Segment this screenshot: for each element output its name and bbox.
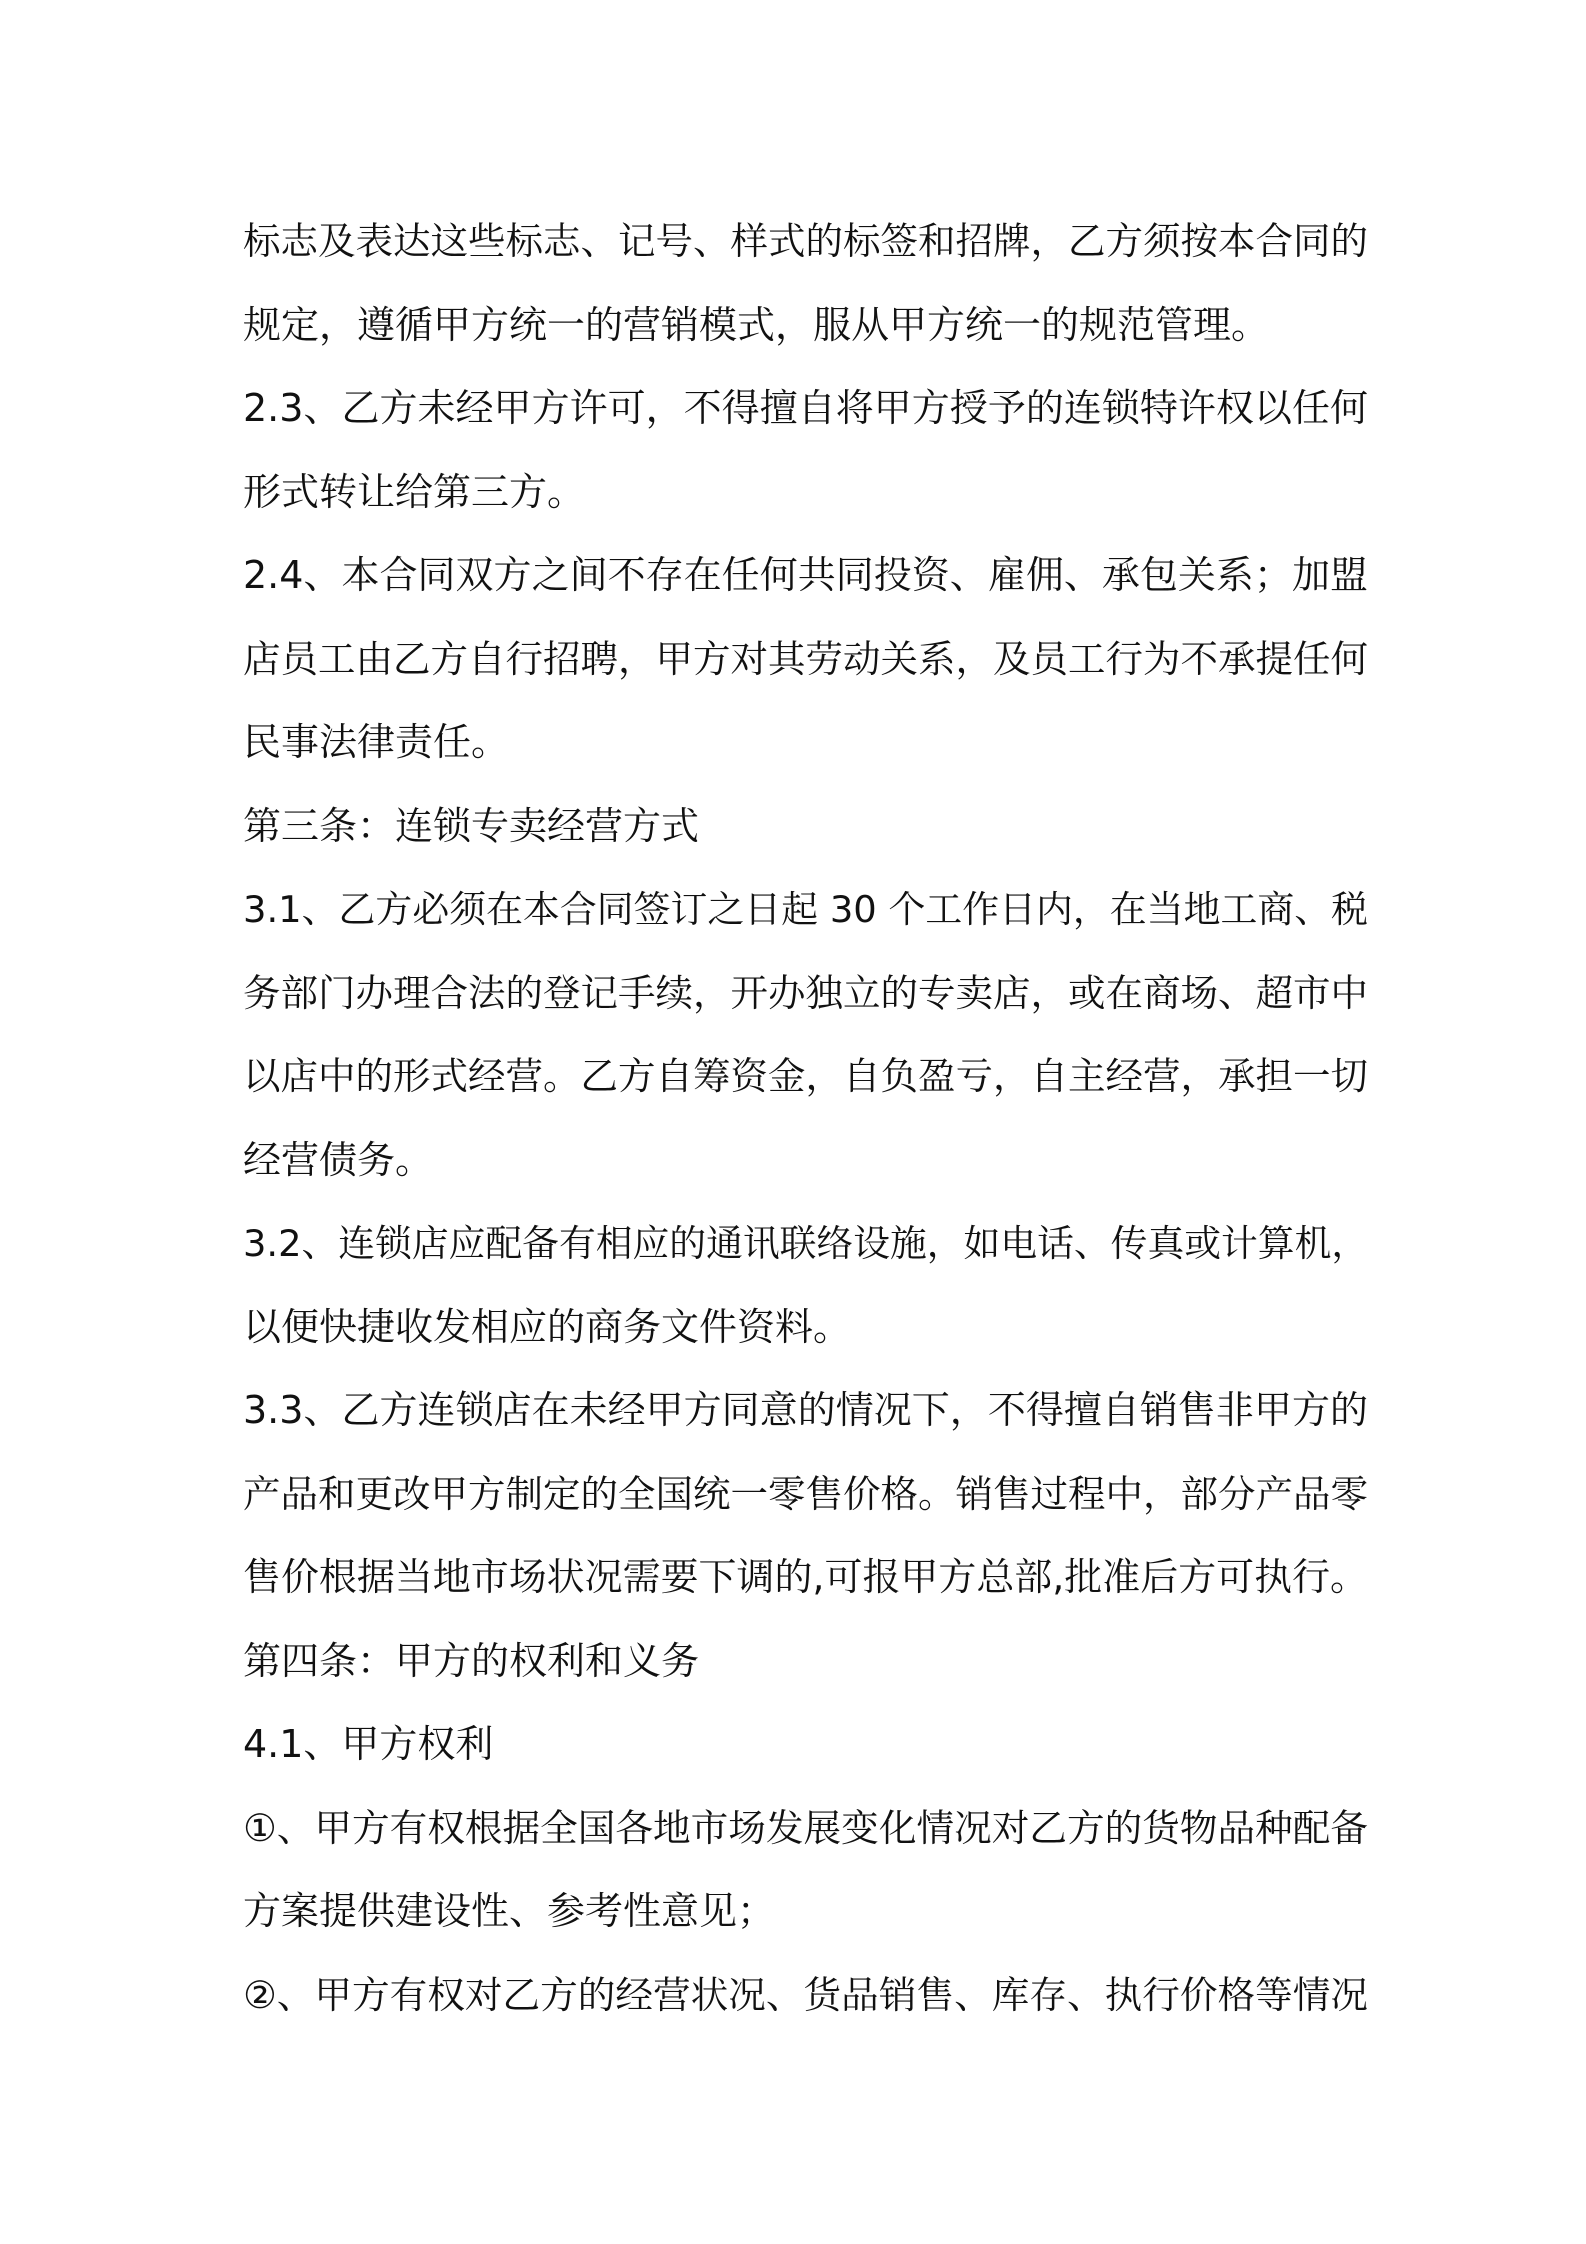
subsection-heading: 4.1、甲方权利 (243, 1722, 494, 1766)
section-heading: 第三条：连锁专卖经营方式 (243, 803, 700, 848)
text-line: 3.1、乙方必须在本合同签订之日起 30 个工作日内，在当地工商、税 (243, 888, 1368, 931)
text-line: 以便快捷收发相应的商务文件资料。 (243, 1304, 852, 1349)
text-line: 3.2、连锁店应配备有相应的通讯联络设施，如电话、传真或计算机， (243, 1222, 1369, 1265)
text-line: 民事法律责任。 (243, 720, 510, 764)
text-line: 以店中的形式经营。乙方自筹资金，自负盈亏，自主经营，承担一切 (243, 1054, 1368, 1098)
text-line: ①、甲方有权根据全国各地市场发展变化情况对乙方的货物品种配备 (243, 1805, 1368, 1850)
contract-text (243, 200, 1368, 2037)
text-line: 形式转让给第三方。 (243, 469, 586, 514)
text-line: 规定，遵循甲方统一的营销模式，服从甲方统一的规范管理。 (243, 302, 1270, 347)
text-line: 务部门办理合法的登记手续，开办独立的专卖店，或在商场、超市中 (243, 970, 1368, 1015)
text-line: 产品和更改甲方制定的全国统一零售价格。销售过程中，部分产品零 (243, 1471, 1368, 1516)
text-line: 方案提供建设性、参考性意见； (243, 1889, 776, 1933)
text-line: 店员工由乙方自行招聘，甲方对其劳动关系，及员工行为不承提任何 (243, 636, 1368, 681)
section-heading: 第四条：甲方的权利和义务 (243, 1638, 700, 1683)
text-line: ②、甲方有权对乙方的经营状况、货品销售、库存、执行价格等情况 (243, 1972, 1368, 2017)
text-line: 售价根据当地市场状况需要下调的,可报甲方总部,批准后方可执行。 (243, 1555, 1368, 1599)
text-line: 2.4、本合同双方之间不存在任何共同投资、雇佣、承包关系；加盟 (243, 553, 1368, 597)
text-line: 标志及表达这些标志、记号、样式的标签和招牌，乙方须按本合同的 (243, 219, 1368, 263)
text-line: 经营债务。 (243, 1137, 434, 1182)
text-line: 2.3、乙方未经甲方许可，不得擅自将甲方授予的连锁特许权以任何 (243, 386, 1368, 430)
text-line: 3.3、乙方连锁店在未经甲方同意的情况下，不得擅自销售非甲方的 (243, 1388, 1368, 1432)
